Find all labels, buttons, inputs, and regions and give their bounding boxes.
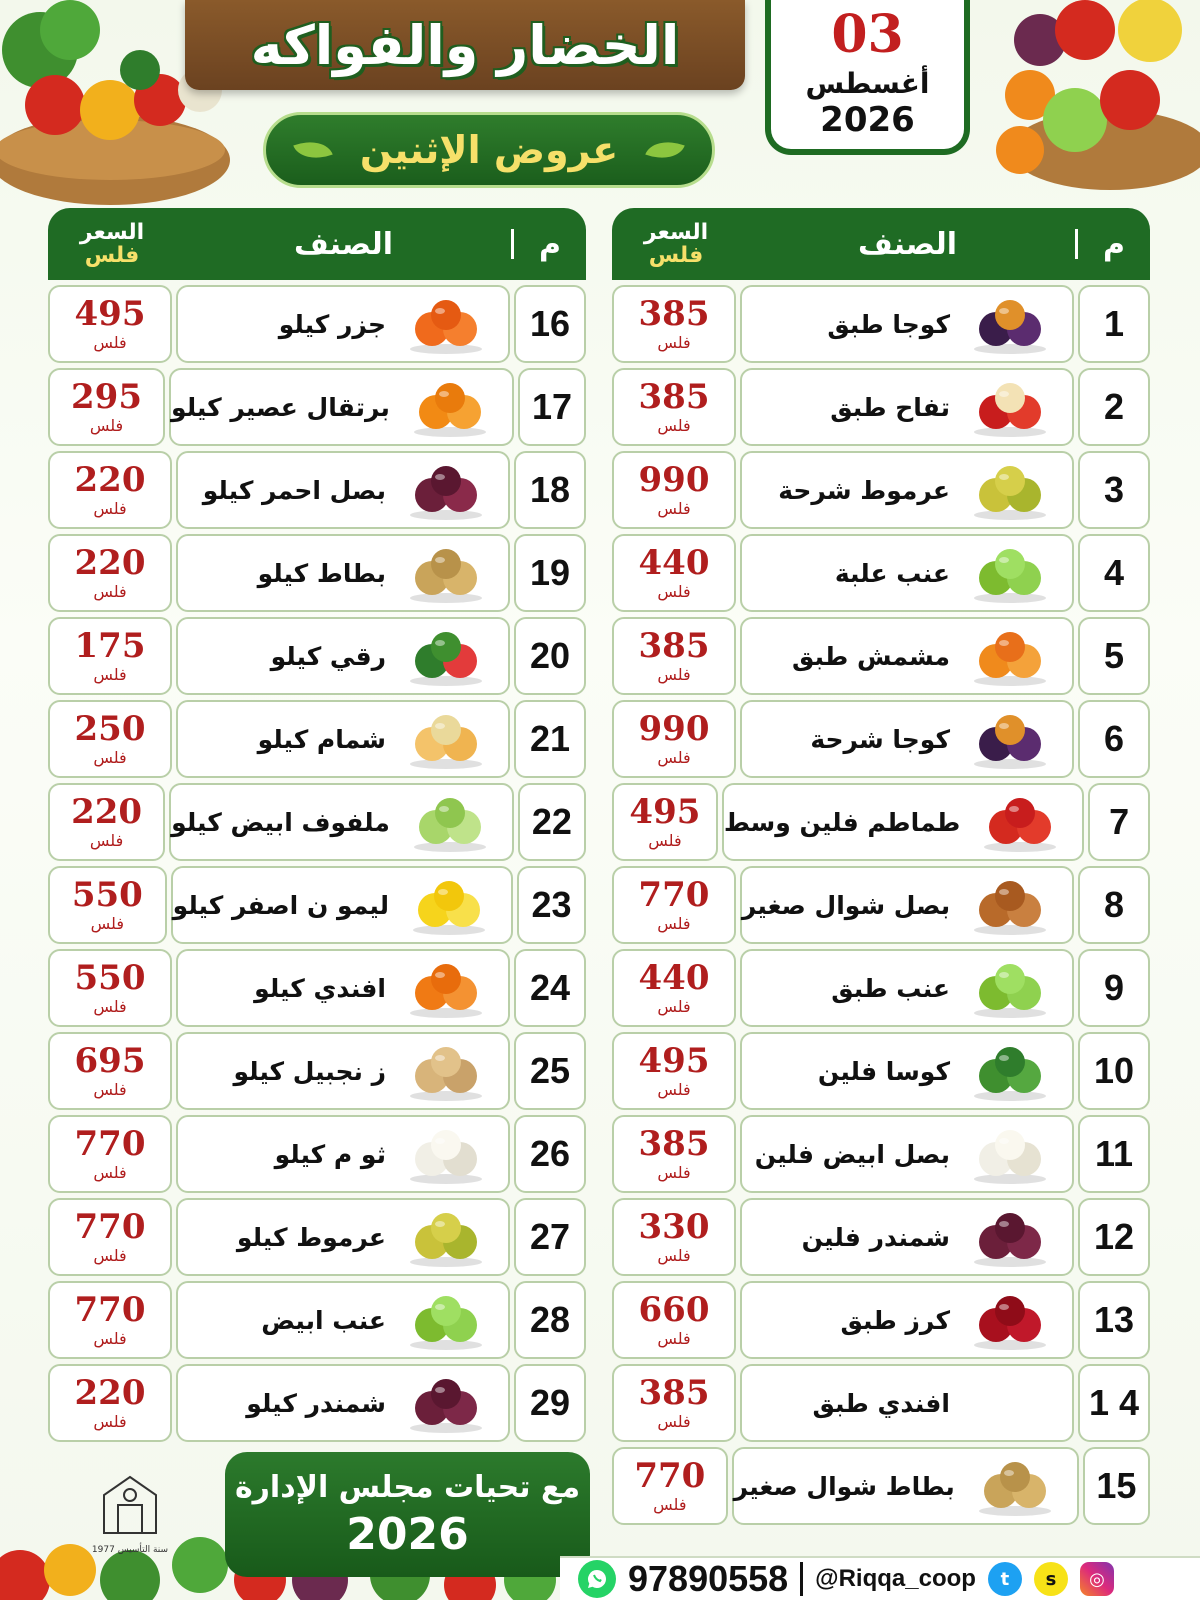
contact-bar <box>560 1556 1200 1600</box>
price-currency: فلس <box>90 914 124 933</box>
table-body <box>48 285 586 1442</box>
cabbage-icon <box>408 791 492 853</box>
zucchini-icon <box>968 1040 1052 1102</box>
table-row <box>48 451 586 529</box>
item-number: 9 <box>1078 949 1150 1027</box>
apple-icon <box>968 376 1052 438</box>
item-number: 5 <box>1078 617 1150 695</box>
table-row <box>612 368 1150 446</box>
item-cell <box>740 949 1074 1027</box>
price-value: 550 <box>74 958 146 998</box>
price-currency: فلس <box>657 1246 691 1265</box>
number-column-header: م <box>539 226 561 262</box>
price-currency: فلس <box>93 1163 127 1182</box>
price-table-right <box>612 208 1150 1525</box>
contact-divider <box>800 1562 803 1596</box>
table-row <box>48 1364 586 1442</box>
date-box <box>765 0 970 155</box>
price-currency: فلس <box>93 1246 127 1265</box>
price-cell <box>48 866 167 944</box>
price-cell <box>48 285 172 363</box>
price-currency: فلس <box>657 1329 691 1348</box>
price-currency: فلس <box>657 1163 691 1182</box>
potato-icon <box>404 542 488 604</box>
price-cell <box>48 700 172 778</box>
price-currency: فلس <box>648 831 682 850</box>
item-name: بطاط كيلو <box>257 558 386 588</box>
price-value: 495 <box>74 294 146 334</box>
table-row <box>48 866 586 944</box>
price-cell <box>48 534 172 612</box>
table-row <box>48 1115 586 1193</box>
price-value: 220 <box>74 1373 146 1413</box>
item-name: عرموط شرحة <box>778 475 950 505</box>
price-currency: فلس <box>93 582 127 601</box>
price-value: 385 <box>638 1373 710 1413</box>
item-cell <box>176 1198 510 1276</box>
item-name: افندي كيلو <box>254 973 386 1003</box>
social-handle[interactable]: @Riqqa_coop <box>815 1565 976 1592</box>
date-month: أغسطس <box>805 67 930 100</box>
item-name: عرموط كيلو <box>236 1222 386 1252</box>
item-cell <box>740 617 1074 695</box>
beetroot-icon <box>968 1206 1052 1268</box>
price-value: 175 <box>74 626 146 666</box>
price-cell <box>612 451 736 529</box>
red-onion-icon <box>404 459 488 521</box>
price-value: 220 <box>74 460 146 500</box>
price-currency: فلس <box>89 831 124 850</box>
melon-icon <box>404 708 488 770</box>
item-cell <box>176 1032 510 1110</box>
price-currency: فلس <box>93 499 127 518</box>
item-number: 4 <box>1078 534 1150 612</box>
fruit-basket-decoration <box>980 0 1200 190</box>
price-value: 990 <box>638 460 710 500</box>
cherry-icon <box>968 1289 1052 1351</box>
table-row <box>612 1115 1150 1193</box>
price-currency: فلس <box>657 665 691 684</box>
lemon-icon <box>407 874 491 936</box>
table-row <box>612 1281 1150 1359</box>
item-number: 19 <box>514 534 586 612</box>
price-cell <box>48 368 165 446</box>
price-currency: فلس <box>93 748 127 767</box>
empty-icon-slot <box>968 1372 1052 1434</box>
price-currency: فلس <box>93 665 127 684</box>
price-value: 990 <box>638 709 710 749</box>
item-cell <box>176 949 510 1027</box>
price-currency: فلس <box>89 416 124 435</box>
item-cell <box>176 1281 510 1359</box>
orange-icon <box>408 376 492 438</box>
item-name: بصل احمر كيلو <box>202 475 386 505</box>
price-currency: فلس <box>657 416 691 435</box>
table-row <box>48 285 586 363</box>
item-number: 24 <box>514 949 586 1027</box>
price-cell <box>612 949 736 1027</box>
title-board <box>185 0 745 90</box>
item-name: بصل ابيض فلين <box>754 1139 950 1169</box>
item-number: 25 <box>514 1032 586 1110</box>
price-cell <box>612 368 736 446</box>
item-name: شمام كيلو <box>257 724 386 754</box>
price-cell <box>612 285 736 363</box>
plum-icon <box>968 708 1052 770</box>
garlic-icon <box>404 1123 488 1185</box>
item-number: 18 <box>514 451 586 529</box>
item-cell <box>740 700 1074 778</box>
regards-year: 2026 <box>346 1508 469 1560</box>
carrot-icon <box>404 293 488 355</box>
price-value: 660 <box>638 1290 710 1330</box>
subtitle-banner <box>263 112 715 188</box>
price-currency: فلس <box>657 1080 691 1099</box>
item-cell <box>176 1364 510 1442</box>
price-cell <box>48 451 172 529</box>
item-number: 1 4 <box>1078 1364 1150 1442</box>
price-currency: فلس <box>93 997 127 1016</box>
leaf-icon <box>645 134 684 166</box>
grapes-icon <box>404 1289 488 1351</box>
apricot-icon <box>968 625 1052 687</box>
item-cell <box>169 783 514 861</box>
grapes-icon <box>968 957 1052 1019</box>
twitter-icon[interactable]: t <box>988 1562 1022 1596</box>
price-currency: فلس <box>93 1080 127 1099</box>
item-cell <box>176 285 510 363</box>
price-cell <box>48 1032 172 1110</box>
price-currency: فلس <box>657 914 691 933</box>
table-row <box>48 700 586 778</box>
item-cell <box>176 1115 510 1193</box>
item-cell <box>740 1281 1074 1359</box>
table-row <box>48 1281 586 1359</box>
item-cell <box>171 866 513 944</box>
item-number: 1 <box>1078 285 1150 363</box>
phone-number[interactable]: 97890558 <box>628 1558 789 1599</box>
price-currency: فلس <box>657 333 691 352</box>
item-cell <box>740 1364 1074 1442</box>
price-value: 495 <box>629 792 701 832</box>
price-currency: فلس <box>657 582 691 601</box>
item-name: مشمش طبق <box>791 641 950 671</box>
item-number: 10 <box>1078 1032 1150 1110</box>
table-row <box>612 285 1150 363</box>
snapchat-icon[interactable]: s <box>1034 1562 1068 1596</box>
item-name: عنب ابيض <box>261 1305 386 1335</box>
price-cell <box>612 1115 736 1193</box>
table-row <box>612 617 1150 695</box>
table-row <box>612 700 1150 778</box>
item-name: عنب علبة <box>834 558 950 588</box>
pear-icon <box>404 1206 488 1268</box>
table-header <box>48 208 586 280</box>
regards-text: مع تحيات مجلس الإدارة <box>234 1469 581 1505</box>
item-number: 15 <box>1083 1447 1150 1525</box>
price-cell <box>48 1364 172 1442</box>
item-cell <box>176 451 510 529</box>
price-table-left <box>48 208 586 1442</box>
item-column-header: الصنف <box>293 226 394 262</box>
table-row <box>48 1198 586 1276</box>
price-cell <box>48 1115 172 1193</box>
item-number: 27 <box>514 1198 586 1276</box>
price-value: 295 <box>71 377 142 417</box>
item-cell <box>740 534 1074 612</box>
item-cell <box>176 617 510 695</box>
item-cell <box>176 534 510 612</box>
price-value: 330 <box>638 1207 710 1247</box>
item-name: ثو م كيلو <box>274 1139 386 1169</box>
item-name: طماطم فلين وسط <box>723 807 961 837</box>
price-cell <box>612 783 718 861</box>
table-row <box>612 1198 1150 1276</box>
item-number: 23 <box>517 866 586 944</box>
number-column-header: م <box>1103 226 1125 262</box>
price-value: 770 <box>638 875 710 915</box>
price-cell <box>612 534 736 612</box>
item-column-header: الصنف <box>857 226 958 262</box>
leaf-icon <box>293 134 332 166</box>
regards-banner <box>225 1452 590 1577</box>
item-number: 12 <box>1078 1198 1150 1276</box>
pear-icon <box>968 459 1052 521</box>
price-value: 770 <box>74 1290 146 1330</box>
table-row <box>612 949 1150 1027</box>
table-row <box>612 1447 1150 1525</box>
item-name: برتقال عصير كيلو <box>171 392 390 422</box>
potato-icon <box>973 1455 1057 1517</box>
price-cell <box>48 1281 172 1359</box>
price-cell <box>612 1198 736 1276</box>
item-number: 3 <box>1078 451 1150 529</box>
price-value: 770 <box>74 1124 146 1164</box>
price-cell <box>612 1364 736 1442</box>
coop-logo <box>85 1455 175 1555</box>
price-currency: فلس <box>657 1412 691 1431</box>
table-row <box>612 451 1150 529</box>
price-value: 695 <box>74 1041 146 1081</box>
watermelon-icon <box>404 625 488 687</box>
coop-logo-icon <box>100 1473 160 1543</box>
item-number: 6 <box>1078 700 1150 778</box>
item-cell <box>740 1115 1074 1193</box>
price-column-header: السعر فلس <box>79 219 145 268</box>
item-number: 11 <box>1078 1115 1150 1193</box>
white-onion-icon <box>968 1123 1052 1185</box>
price-value: 550 <box>71 875 143 915</box>
table-row <box>612 866 1150 944</box>
item-cell <box>740 451 1074 529</box>
item-number: 16 <box>514 285 586 363</box>
price-currency: فلس <box>657 997 691 1016</box>
item-cell <box>740 866 1074 944</box>
item-name: ملفوف ابيض كيلو <box>171 807 390 837</box>
item-name: افندي طبق <box>812 1388 950 1418</box>
tangerine-icon <box>404 957 488 1019</box>
date-day: 03 <box>831 4 904 65</box>
item-name: رقي كيلو <box>270 641 386 671</box>
beetroot-icon <box>404 1372 488 1434</box>
date-year: 2026 <box>820 100 915 140</box>
price-cell <box>612 700 736 778</box>
price-cell <box>48 783 165 861</box>
item-number: 22 <box>518 783 586 861</box>
price-cell <box>48 1198 172 1276</box>
table-row <box>48 1032 586 1110</box>
price-value: 220 <box>74 543 146 583</box>
table-row <box>612 1364 1150 1442</box>
item-name: كوجا طبق <box>827 309 950 339</box>
item-cell <box>732 1447 1079 1525</box>
item-number: 8 <box>1078 866 1150 944</box>
price-cell <box>612 1281 736 1359</box>
price-value: 770 <box>634 1456 706 1496</box>
price-cell <box>612 866 736 944</box>
onion-icon <box>968 874 1052 936</box>
price-value: 385 <box>638 626 710 666</box>
item-number: 28 <box>514 1281 586 1359</box>
price-column-header: السعر فلس <box>643 219 709 268</box>
table-row <box>48 783 586 861</box>
whatsapp-icon[interactable] <box>578 1560 616 1598</box>
item-cell <box>169 368 514 446</box>
price-currency: فلس <box>657 499 691 518</box>
page-subtitle: عروض الإثنين <box>359 128 619 172</box>
price-value: 220 <box>71 792 143 832</box>
table-row <box>48 617 586 695</box>
price-value: 440 <box>638 958 710 998</box>
item-number: 20 <box>514 617 586 695</box>
price-value: 770 <box>74 1207 146 1247</box>
item-name: تفاح طبق <box>830 392 950 422</box>
item-name: كوسا فلين <box>817 1056 950 1086</box>
item-cell <box>176 700 510 778</box>
table-body <box>612 285 1150 1525</box>
price-value: 495 <box>638 1041 710 1081</box>
price-value: 440 <box>638 543 710 583</box>
price-value: 250 <box>74 709 146 749</box>
price-value: 385 <box>638 377 710 417</box>
price-currency: فلس <box>653 1495 687 1514</box>
item-number: 7 <box>1088 783 1150 861</box>
tomato-icon <box>978 791 1062 853</box>
item-cell <box>740 285 1074 363</box>
table-row <box>48 368 586 446</box>
item-cell <box>740 368 1074 446</box>
item-name: شمندر كيلو <box>246 1388 386 1418</box>
table-header <box>612 208 1150 280</box>
price-value: 385 <box>638 294 710 334</box>
item-number: 29 <box>514 1364 586 1442</box>
item-number: 13 <box>1078 1281 1150 1359</box>
item-cell <box>740 1032 1074 1110</box>
item-name: ز نجبيل كيلو <box>233 1056 386 1086</box>
item-cell <box>740 1198 1074 1276</box>
item-number: 21 <box>514 700 586 778</box>
item-name: بطاط شوال صغير <box>733 1471 955 1501</box>
item-number: 17 <box>518 368 586 446</box>
item-name: جزر كيلو <box>278 309 386 339</box>
instagram-icon[interactable]: ◎ <box>1080 1562 1114 1596</box>
table-row <box>612 783 1150 861</box>
item-name: بصل شوال صغير <box>741 890 951 920</box>
item-cell <box>722 783 1084 861</box>
item-name: شمندر فلين <box>801 1222 950 1252</box>
price-currency: فلس <box>93 333 127 352</box>
page-title: الخضار والفواكه <box>250 13 680 77</box>
item-name: كوجا شرحة <box>810 724 950 754</box>
table-row <box>48 949 586 1027</box>
ginger-icon <box>404 1040 488 1102</box>
item-name: عنب طبق <box>831 973 950 1003</box>
price-cell <box>612 1447 728 1525</box>
table-row <box>612 534 1150 612</box>
item-name: ليمو ن اصفر كيلو <box>172 890 390 920</box>
plum-icon <box>968 293 1052 355</box>
price-cell <box>612 1032 736 1110</box>
price-value: 385 <box>638 1124 710 1164</box>
price-currency: فلس <box>657 748 691 767</box>
price-currency: فلس <box>93 1412 127 1431</box>
price-cell <box>48 617 172 695</box>
item-number: 26 <box>514 1115 586 1193</box>
item-name: كرز طبق <box>840 1305 950 1335</box>
price-cell <box>612 617 736 695</box>
table-row <box>48 534 586 612</box>
grapes-box-icon <box>968 542 1052 604</box>
logo-caption: سنة التأسيس 1977 <box>91 1545 169 1555</box>
price-cell <box>48 949 172 1027</box>
price-currency: فلس <box>93 1329 127 1348</box>
table-row <box>612 1032 1150 1110</box>
item-number: 2 <box>1078 368 1150 446</box>
